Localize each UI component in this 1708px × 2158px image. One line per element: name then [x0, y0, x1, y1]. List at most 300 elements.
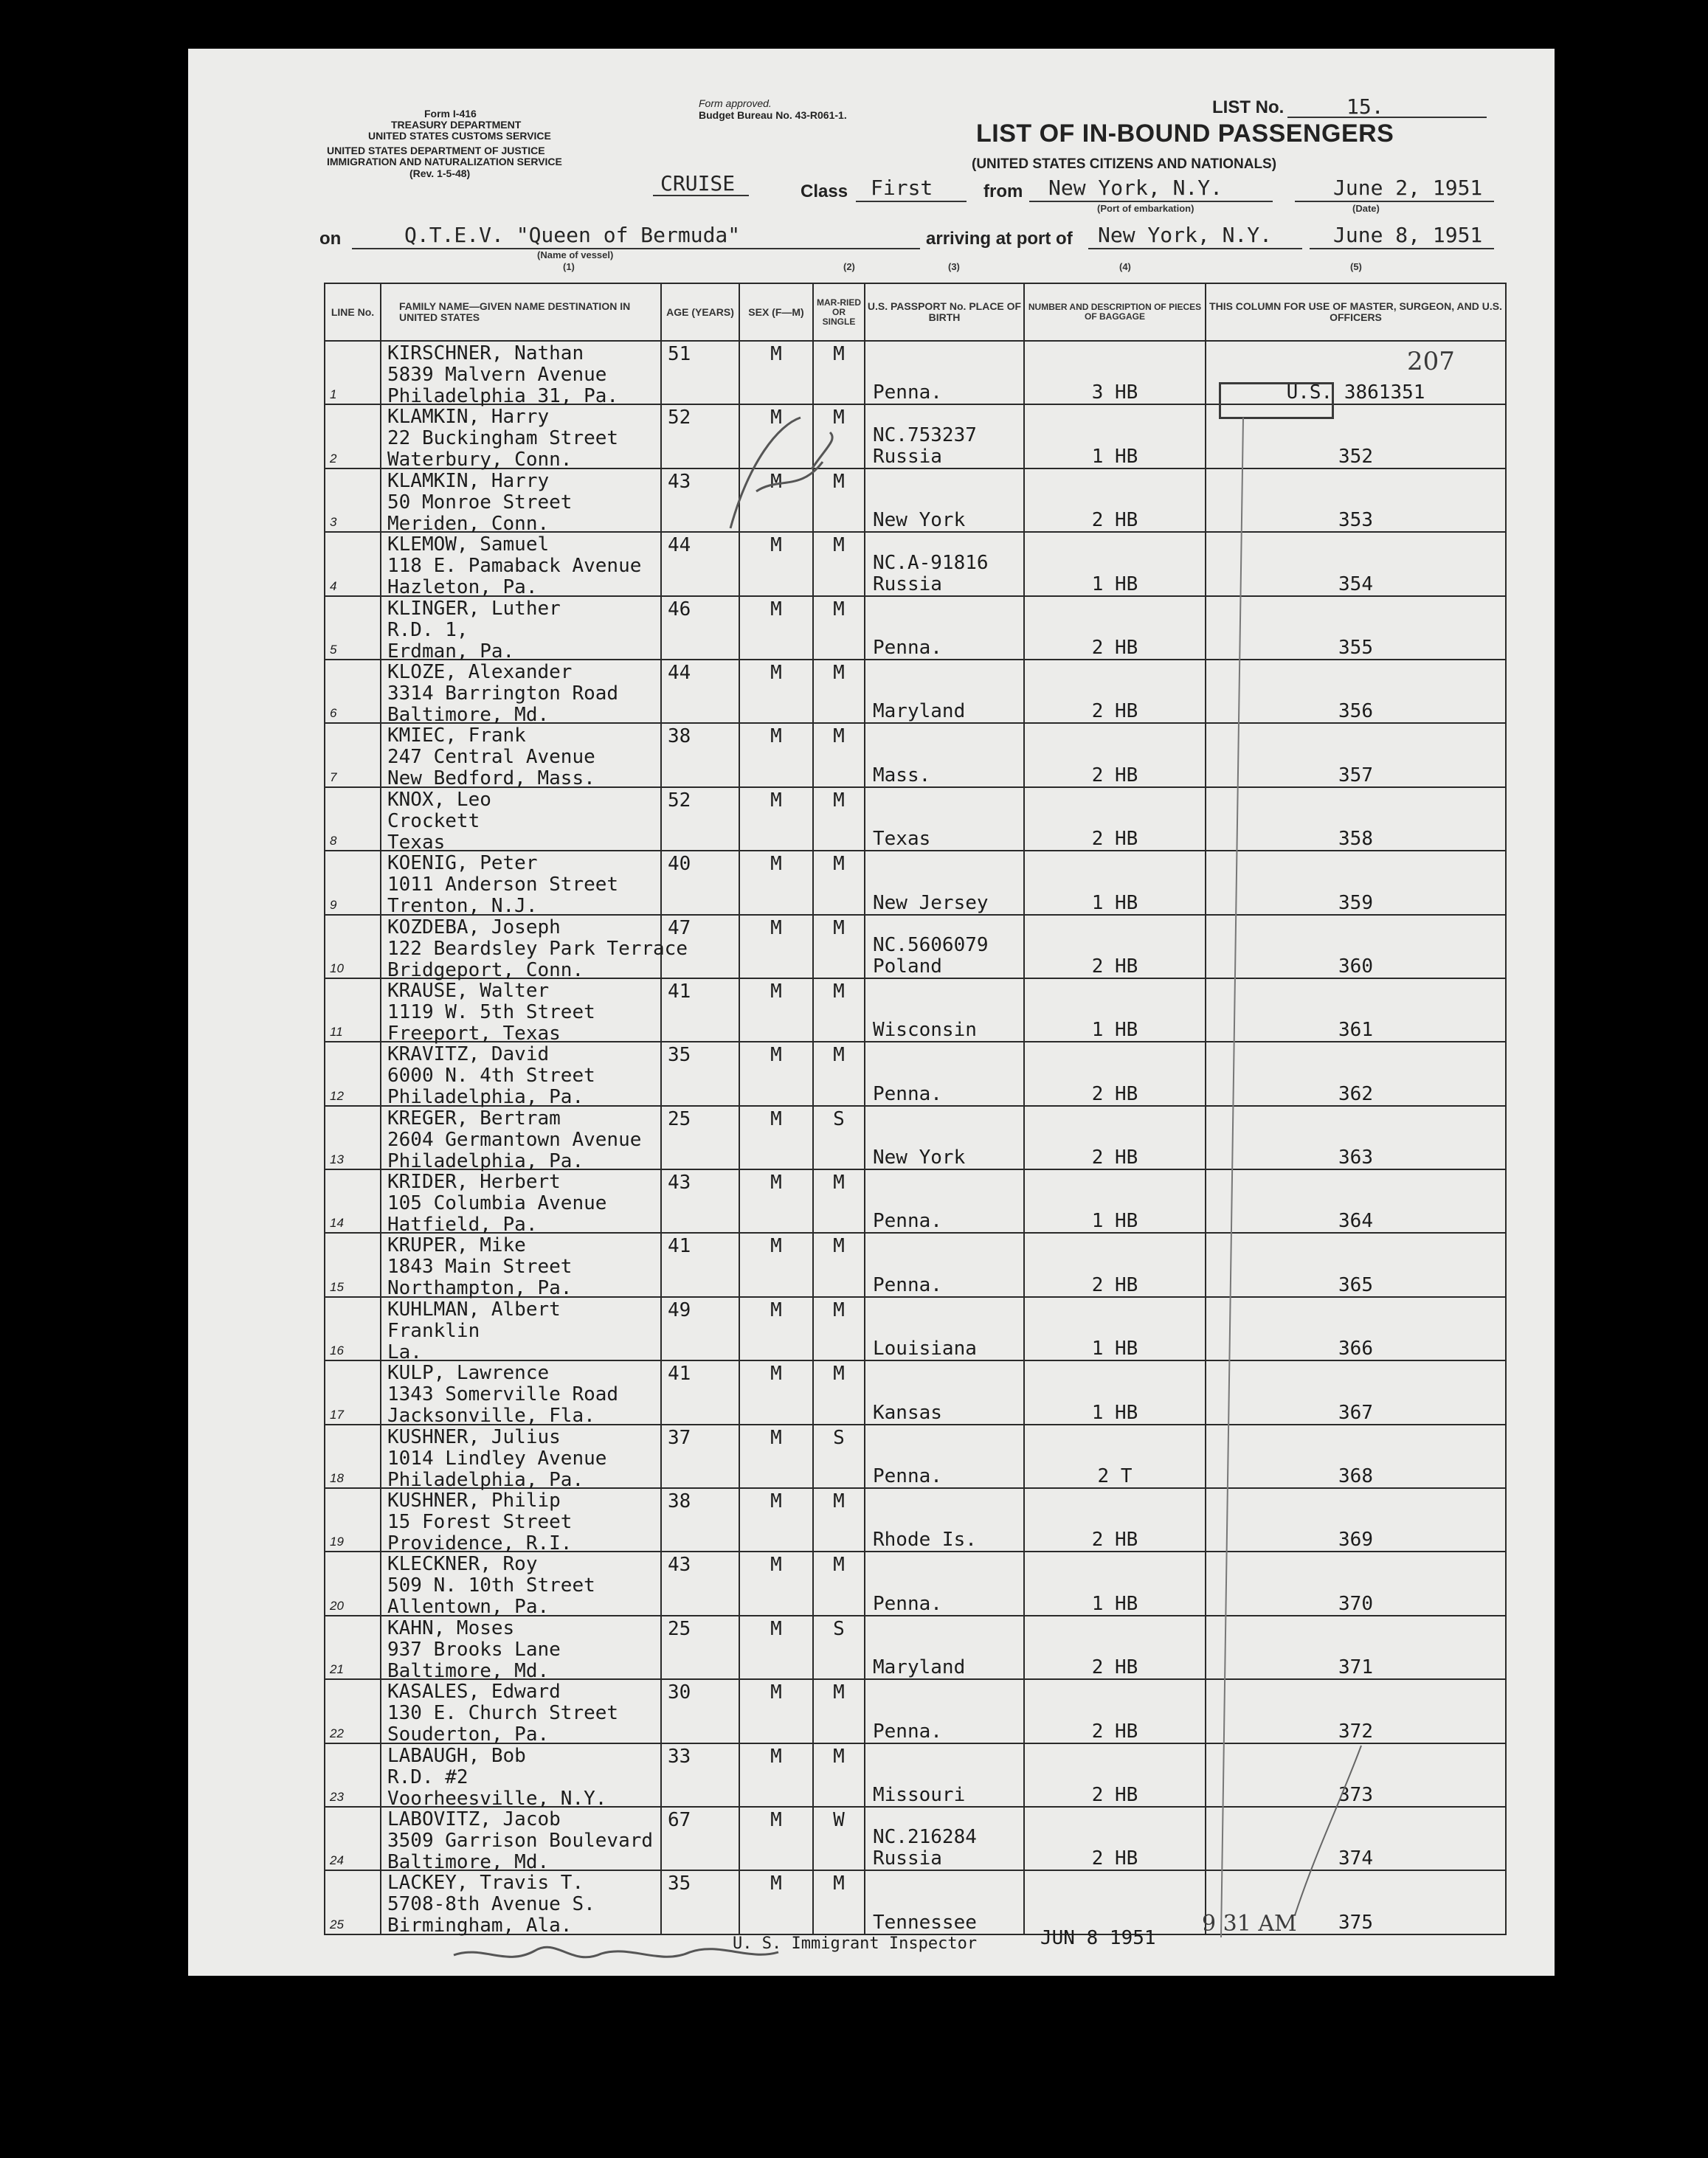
sex-cell — [739, 1616, 813, 1679]
baggage-cell — [1024, 1042, 1206, 1105]
date-caption: (Date) — [1352, 203, 1380, 214]
class-value: First — [871, 176, 933, 200]
passenger-street: 3509 Garrison Boulevard — [387, 1829, 654, 1852]
passenger-name: KREGER, Bertram — [387, 1107, 561, 1130]
passenger-city: Baltimore, Md. — [387, 1850, 550, 1873]
line-number: 25 — [330, 1917, 344, 1932]
passenger-age: 43 — [668, 470, 691, 493]
passenger-marital: S — [833, 1107, 845, 1130]
baggage-cell — [1024, 1169, 1206, 1233]
passenger-sex: M — [770, 1363, 782, 1386]
passport-cell — [865, 1042, 1024, 1105]
passenger-name: KUSHNER, Philip — [387, 1490, 561, 1512]
name-cell — [381, 468, 661, 535]
age-cell — [661, 404, 739, 468]
birthplace: Tennessee — [873, 1911, 977, 1934]
passenger-city: Jacksonville, Fla. — [387, 1405, 595, 1428]
line-cell — [325, 1425, 381, 1488]
arrival-stamp-date: JUN 8 1951 — [1040, 1927, 1156, 1949]
officer-cell — [1206, 1042, 1506, 1105]
officer-number: 357 — [1338, 764, 1373, 786]
citizen-stamp-box — [1219, 382, 1334, 419]
birthplace: Maryland — [873, 1656, 966, 1679]
age-cell — [661, 660, 739, 723]
baggage-count: 2 HB — [1091, 955, 1138, 978]
table-row — [325, 1488, 1506, 1552]
table-row — [325, 596, 1506, 660]
birthplace: Russia — [873, 445, 942, 468]
passenger-street: 5839 Malvern Avenue — [387, 364, 607, 386]
passenger-street: 6000 N. 4th Street — [387, 1065, 595, 1087]
birthplace: Maryland — [873, 700, 966, 723]
passenger-street: 118 E. Pamaback Avenue — [387, 555, 642, 578]
officer-number: 360 — [1338, 955, 1373, 978]
baggage-count: 1 HB — [1091, 1338, 1138, 1360]
passenger-age: 44 — [668, 534, 691, 557]
passenger-marital: W — [833, 1808, 845, 1831]
sex-cell — [739, 1743, 813, 1807]
baggage-cell — [1024, 1807, 1206, 1870]
officer-number: 363 — [1338, 1147, 1373, 1169]
passenger-sex: M — [770, 1426, 782, 1449]
passenger-city: Freeport, Texas — [387, 1022, 561, 1045]
sex-cell — [739, 851, 813, 914]
name-cell — [381, 1297, 661, 1363]
marital-cell — [813, 468, 865, 532]
passenger-name: LABOVITZ, Jacob — [387, 1808, 561, 1830]
officer-cell — [1206, 1616, 1506, 1679]
line-cell — [325, 1743, 381, 1807]
baggage-count: 2 HB — [1091, 1147, 1138, 1169]
line-cell — [325, 978, 381, 1042]
passenger-name: KRAVITZ, David — [387, 1043, 550, 1066]
marital-cell — [813, 596, 865, 660]
officer-cell — [1206, 1679, 1506, 1743]
passenger-marital: M — [833, 1172, 845, 1194]
sex-cell — [739, 341, 813, 404]
sex-cell — [739, 1169, 813, 1233]
passenger-sex: M — [770, 661, 782, 684]
line-number: 17 — [330, 1407, 344, 1422]
passenger-age: 43 — [668, 1554, 691, 1577]
birthplace: Penna. — [873, 1082, 942, 1105]
baggage-count: 2 HB — [1091, 828, 1138, 851]
baggage-count: 2 HB — [1091, 1082, 1138, 1105]
passenger-sex: M — [770, 725, 782, 748]
passport-number: NC.216284 — [873, 1826, 977, 1849]
passenger-street: Franklin — [387, 1319, 480, 1342]
passport-cell — [865, 1679, 1024, 1743]
passenger-sex: M — [770, 1745, 782, 1768]
ins-label: IMMIGRATION AND NATURALIZATION SERVICE — [327, 156, 562, 167]
baggage-count: 2 HB — [1091, 1720, 1138, 1743]
passenger-sex: M — [770, 1298, 782, 1321]
passenger-sex: M — [770, 853, 782, 876]
column-header-line: LINE No. — [325, 283, 381, 341]
line-cell — [325, 1169, 381, 1233]
name-cell — [381, 723, 661, 790]
passenger-sex: M — [770, 343, 782, 365]
sex-cell — [739, 1233, 813, 1296]
passenger-marital: M — [833, 789, 845, 812]
baggage-count: 2 HB — [1091, 636, 1138, 659]
document-title: LIST OF IN-BOUND PASSENGERS — [976, 120, 1394, 148]
passenger-city: Philadelphia, Pa. — [387, 1086, 584, 1109]
officer-number: 366 — [1338, 1338, 1373, 1360]
line-number: 23 — [330, 1789, 344, 1804]
line-number: 16 — [330, 1343, 344, 1358]
birthplace: Missouri — [873, 1783, 966, 1806]
passport-cell — [865, 787, 1024, 851]
form-approved-label: Form approved. — [699, 97, 772, 109]
passenger-street: 2604 Germantown Avenue — [387, 1128, 642, 1151]
passenger-age: 44 — [668, 661, 691, 684]
name-cell — [381, 1743, 661, 1810]
line-number: 24 — [330, 1853, 344, 1868]
passport-cell — [865, 1169, 1024, 1233]
age-cell — [661, 915, 739, 978]
passenger-street: 5708-8th Avenue S. — [387, 1893, 595, 1916]
column-header-married: MAR-RIED OR SINGLE — [813, 283, 865, 341]
table-row — [325, 1169, 1506, 1233]
passenger-street: 15 Forest Street — [387, 1511, 573, 1534]
passenger-age: 41 — [668, 1235, 691, 1258]
age-cell — [661, 532, 739, 595]
birthplace: Penna. — [873, 381, 942, 404]
passenger-marital: M — [833, 343, 845, 365]
marital-cell — [813, 1870, 865, 1934]
passenger-age: 41 — [668, 980, 691, 1003]
passport-cell — [865, 1552, 1024, 1615]
passenger-city: Birmingham, Ala. — [387, 1915, 573, 1937]
passenger-name: KOZDEBA, Joseph — [387, 916, 561, 938]
name-cell — [381, 1870, 661, 1937]
baggage-cell — [1024, 787, 1206, 851]
passenger-name: KLOZE, Alexander — [387, 660, 573, 683]
passport-cell — [865, 851, 1024, 914]
officer-number: 375 — [1338, 1911, 1373, 1934]
passenger-sex: M — [770, 598, 782, 620]
passenger-street: 247 Central Avenue — [387, 746, 595, 769]
birthplace: Penna. — [873, 1465, 942, 1488]
passenger-city: Erdman, Pa. — [387, 640, 515, 663]
passenger-name: LABAUGH, Bob — [387, 1744, 526, 1767]
birthplace: Russia — [873, 1847, 942, 1870]
passport-cell — [865, 1297, 1024, 1360]
passenger-name: KLEMOW, Samuel — [387, 533, 550, 556]
table-row — [325, 723, 1506, 786]
age-cell — [661, 787, 739, 851]
marital-cell — [813, 1552, 865, 1615]
passenger-city: Meriden, Conn. — [387, 512, 550, 535]
from-caption: (Port of embarkation) — [1097, 203, 1194, 214]
baggage-count: 2 HB — [1091, 764, 1138, 786]
name-cell — [381, 978, 661, 1045]
baggage-cell — [1024, 978, 1206, 1042]
baggage-count: 2 HB — [1091, 1273, 1138, 1296]
passenger-street: 509 N. 10th Street — [387, 1574, 595, 1597]
passenger-city: La. — [387, 1341, 422, 1363]
age-cell — [661, 1425, 739, 1488]
line-number: 22 — [330, 1726, 344, 1740]
officer-cell — [1206, 660, 1506, 723]
marital-cell — [813, 787, 865, 851]
treasury-label: TREASURY DEPARTMENT — [391, 119, 522, 131]
table-row — [325, 1616, 1506, 1679]
arrival-port: New York, N.Y. — [1098, 223, 1273, 247]
sex-cell — [739, 1425, 813, 1488]
baggage-cell — [1024, 404, 1206, 468]
baggage-cell — [1024, 532, 1206, 595]
line-cell — [325, 532, 381, 595]
baggage-cell — [1024, 1360, 1206, 1424]
baggage-count: 2 HB — [1091, 1847, 1138, 1870]
form-page — [188, 49, 1555, 1976]
passenger-city: Allentown, Pa. — [387, 1596, 550, 1619]
line-cell — [325, 468, 381, 532]
line-cell — [325, 1488, 381, 1552]
budget-label: Budget Bureau No. 43-R061-1. — [699, 109, 847, 121]
birthplace: Poland — [873, 955, 942, 978]
age-cell — [661, 1870, 739, 1934]
passenger-city: Providence, R.I. — [387, 1532, 573, 1555]
table-row — [325, 468, 1506, 532]
officer-cell — [1206, 723, 1506, 786]
age-cell — [661, 1106, 739, 1169]
marital-cell — [813, 660, 865, 723]
passenger-street: 1843 Main Street — [387, 1256, 573, 1279]
column-header-age: AGE (YEARS) — [661, 283, 739, 341]
officer-number: 358 — [1338, 828, 1373, 851]
passenger-age: 47 — [668, 916, 691, 939]
list-no-value: 15. — [1346, 94, 1384, 119]
name-cell — [381, 1042, 661, 1109]
baggage-count: 2 HB — [1091, 700, 1138, 723]
name-cell — [381, 1360, 661, 1428]
officer-cell — [1206, 1743, 1506, 1807]
passenger-marital: M — [833, 534, 845, 557]
passport-cell — [865, 1360, 1024, 1424]
passenger-age: 49 — [668, 1298, 691, 1321]
passenger-marital: M — [833, 916, 845, 939]
marital-cell — [813, 915, 865, 978]
passenger-sex: M — [770, 1872, 782, 1895]
arrival-port-line — [1088, 248, 1302, 249]
passenger-sex: M — [770, 1554, 782, 1577]
name-cell — [381, 1679, 661, 1746]
passenger-sex: M — [770, 1107, 782, 1130]
passenger-marital: M — [833, 980, 845, 1003]
passport-cell — [865, 1233, 1024, 1296]
passenger-marital: M — [833, 598, 845, 620]
sex-cell — [739, 1042, 813, 1105]
birthplace: Penna. — [873, 1210, 942, 1233]
baggage-count: 2 HB — [1091, 1783, 1138, 1806]
passenger-name: LACKEY, Travis T. — [387, 1872, 584, 1895]
column-header-officers: THIS COLUMN FOR USE OF MASTER, SURGEON, AND U.S. OFFICERS — [1206, 283, 1506, 341]
officer-cell — [1206, 468, 1506, 532]
marital-cell — [813, 404, 865, 468]
cruise-underline — [653, 195, 749, 196]
sex-cell — [739, 596, 813, 660]
passenger-sex: M — [770, 789, 782, 812]
marital-cell — [813, 1169, 865, 1233]
passenger-sex: M — [770, 1617, 782, 1640]
arrival-date-line — [1310, 248, 1494, 249]
officer-cell — [1206, 1233, 1506, 1296]
officer-number: 355 — [1338, 636, 1373, 659]
passenger-name: KULP, Lawrence — [387, 1362, 550, 1385]
passenger-name: KOENIG, Peter — [387, 852, 538, 875]
officer-number: 369 — [1338, 1529, 1373, 1552]
passenger-marital: M — [833, 1044, 845, 1067]
justice-label: UNITED STATES DEPARTMENT OF JUSTICE — [327, 145, 545, 156]
table-row — [325, 978, 1506, 1042]
passenger-city: Northampton, Pa. — [387, 1277, 573, 1300]
baggage-count: 1 HB — [1091, 573, 1138, 595]
line-number: 12 — [330, 1088, 344, 1103]
passenger-street: R.D. #2 — [387, 1766, 469, 1788]
column-number-2: (2) — [843, 261, 855, 272]
sex-cell — [739, 468, 813, 532]
birthplace: Penna. — [873, 1273, 942, 1296]
passenger-marital: M — [833, 470, 845, 493]
line-number: 20 — [330, 1598, 344, 1613]
line-number: 15 — [330, 1279, 344, 1294]
passenger-name: KRUPER, Mike — [387, 1234, 526, 1257]
table-row — [325, 1360, 1506, 1424]
passenger-street: 105 Columbia Avenue — [387, 1192, 607, 1215]
sex-cell — [739, 1552, 813, 1615]
passenger-marital: M — [833, 661, 845, 684]
officer-number: 362 — [1338, 1082, 1373, 1105]
birthplace: Penna. — [873, 1720, 942, 1743]
officer-cell — [1206, 1807, 1506, 1870]
officer-number: 361 — [1338, 1019, 1373, 1042]
name-cell — [381, 532, 661, 599]
marital-cell — [813, 723, 865, 786]
birthplace: New York — [873, 509, 966, 532]
officer-number: 368 — [1338, 1465, 1373, 1488]
name-cell — [381, 787, 661, 854]
baggage-cell — [1024, 1616, 1206, 1679]
passenger-street: 1014 Lindley Avenue — [387, 1447, 607, 1470]
passenger-name: KRAUSE, Walter — [387, 979, 550, 1002]
birthplace: Russia — [873, 573, 942, 595]
line-cell — [325, 1297, 381, 1360]
document-subtitle: (UNITED STATES CITIZENS AND NATIONALS) — [972, 156, 1277, 172]
line-number: 13 — [330, 1152, 344, 1167]
passenger-street: 122 Beardsley Park Terrace — [387, 937, 688, 960]
line-cell — [325, 723, 381, 786]
marital-cell — [813, 1233, 865, 1296]
passenger-sex: M — [770, 470, 782, 493]
column-number-5: (5) — [1350, 261, 1362, 272]
vessel-caption: (Name of vessel) — [537, 249, 614, 260]
marital-cell — [813, 1106, 865, 1169]
passenger-city: Philadelphia, Pa. — [387, 1149, 584, 1172]
table-row — [325, 1807, 1506, 1870]
line-cell — [325, 596, 381, 660]
sex-cell — [739, 1679, 813, 1743]
line-cell — [325, 660, 381, 723]
age-cell — [661, 1616, 739, 1679]
name-cell — [381, 404, 661, 471]
table-row — [325, 1233, 1506, 1296]
officer-cell — [1206, 1488, 1506, 1552]
line-cell — [325, 787, 381, 851]
passenger-marital: M — [833, 407, 845, 429]
marital-cell — [813, 1488, 865, 1552]
officer-cell — [1206, 851, 1506, 914]
passport-cell — [865, 660, 1024, 723]
birthplace: Mass. — [873, 764, 931, 786]
passenger-name: KIRSCHNER, Nathan — [387, 342, 584, 364]
baggage-cell — [1024, 468, 1206, 532]
passport-cell — [865, 1870, 1024, 1934]
passenger-marital: M — [833, 1490, 845, 1513]
revision-label: (Rev. 1-5-48) — [409, 167, 471, 179]
age-cell — [661, 596, 739, 660]
table-row — [325, 1743, 1506, 1807]
passenger-city: Waterbury, Conn. — [387, 449, 573, 471]
line-number: 3 — [330, 515, 337, 530]
baggage-cell — [1024, 1106, 1206, 1169]
passenger-marital: M — [833, 725, 845, 748]
column-header-sex: SEX (F—M) — [739, 283, 813, 341]
line-number: 9 — [330, 897, 337, 912]
passenger-city: Hatfield, Pa. — [387, 1214, 538, 1237]
class-line — [856, 201, 967, 202]
line-number: 8 — [330, 834, 337, 848]
line-cell — [325, 1807, 381, 1870]
line-number: 4 — [330, 578, 337, 593]
form-number: Form I-416 — [424, 108, 477, 120]
passport-cell — [865, 532, 1024, 595]
passenger-street: 130 E. Church Street — [387, 1702, 619, 1725]
officer-number: 365 — [1338, 1273, 1373, 1296]
line-cell — [325, 1042, 381, 1105]
passenger-age: 38 — [668, 725, 691, 748]
baggage-cell — [1024, 1488, 1206, 1552]
age-cell — [661, 978, 739, 1042]
officer-cell — [1206, 596, 1506, 660]
from-line — [1029, 201, 1273, 202]
passenger-sex: M — [770, 980, 782, 1003]
officer-number: 370 — [1338, 1592, 1373, 1615]
passport-cell — [865, 723, 1024, 786]
sex-cell — [739, 978, 813, 1042]
birthplace: Louisiana — [873, 1338, 977, 1360]
passenger-age: 51 — [668, 343, 691, 365]
cruise-label: CRUISE — [660, 171, 736, 196]
age-cell — [661, 1360, 739, 1424]
passport-cell — [865, 596, 1024, 660]
passport-number: NC.A-91816 — [873, 551, 989, 574]
line-cell — [325, 341, 381, 404]
officer-cell — [1206, 978, 1506, 1042]
line-number: 19 — [330, 1535, 344, 1549]
name-cell — [381, 660, 661, 726]
birthplace: Penna. — [873, 636, 942, 659]
passenger-street: Crockett — [387, 809, 480, 832]
birthplace: Rhode Is. — [873, 1529, 977, 1552]
passenger-city: Baltimore, Md. — [387, 703, 550, 726]
officer-cell — [1206, 915, 1506, 978]
passenger-city: Trenton, N.J. — [387, 895, 538, 918]
column-header-baggage: NUMBER AND DESCRIPTION OF PIECES OF BAGGAGE — [1024, 283, 1206, 341]
passport-cell — [865, 1425, 1024, 1488]
